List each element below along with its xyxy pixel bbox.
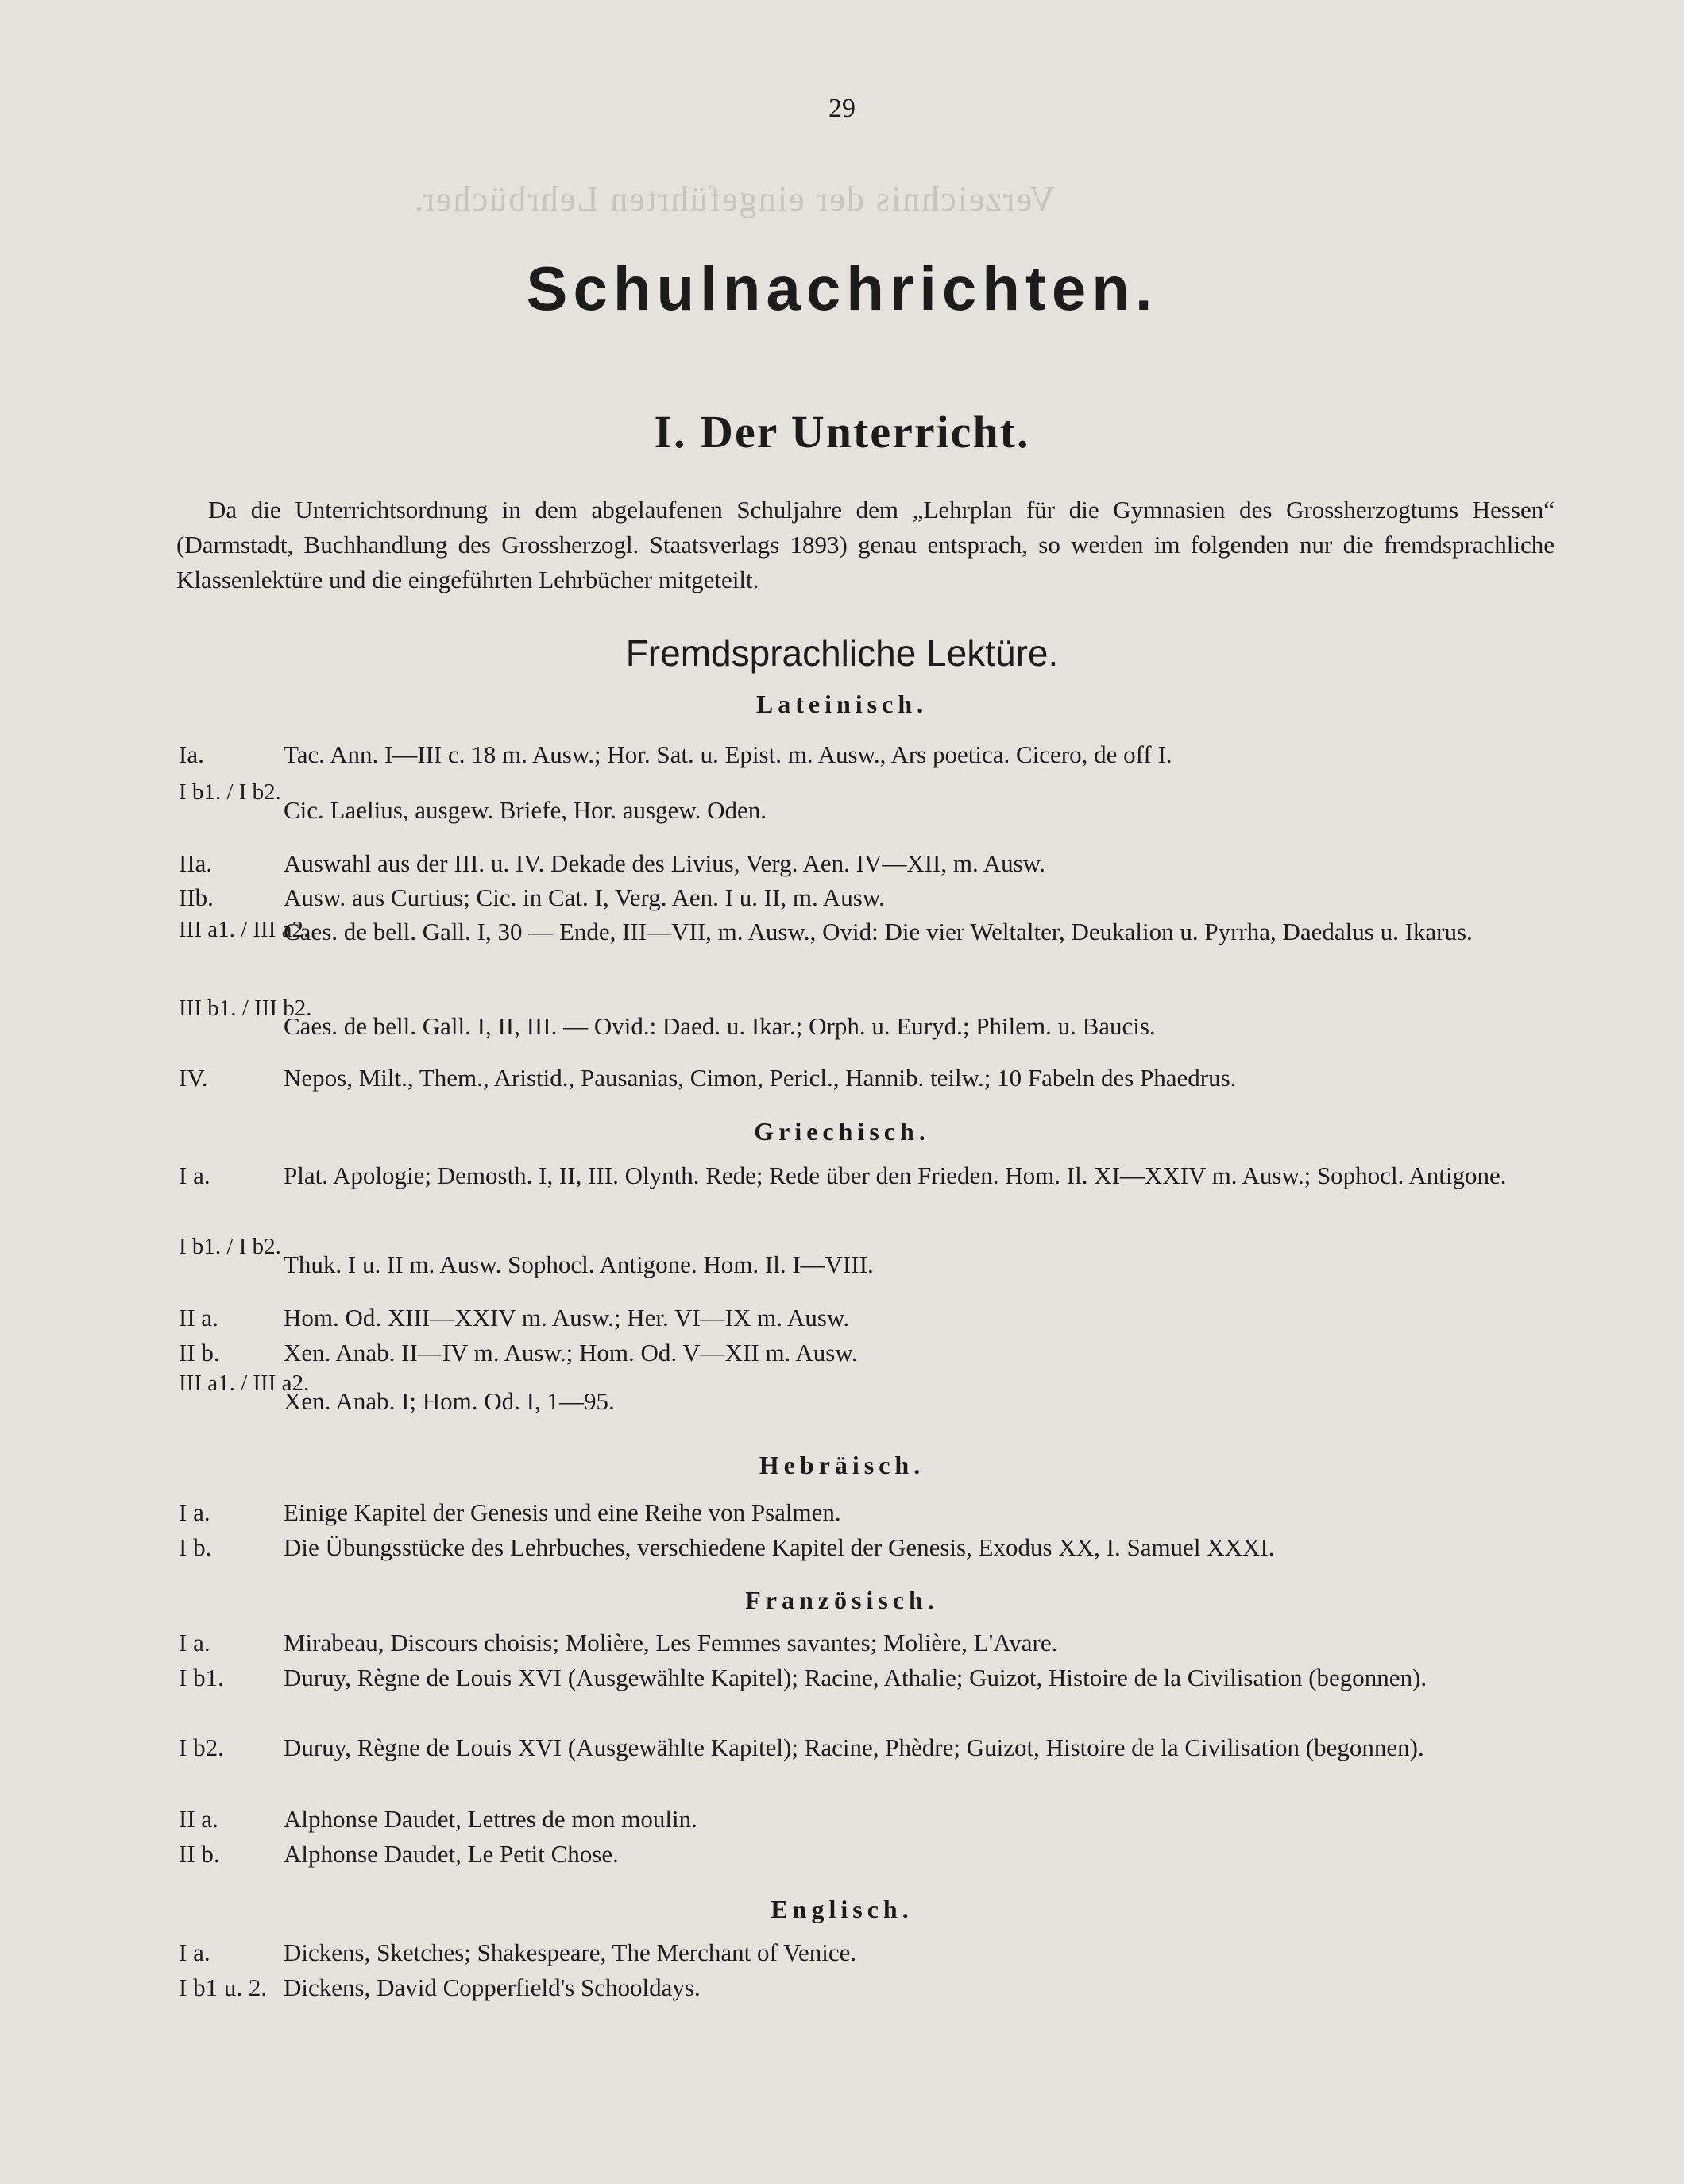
reading-text: Ausw. aus Curtius; Cic. in Cat. I, Verg. Aen. I u. II, m. Ausw. — [284, 883, 885, 911]
class-label: I b1. — [179, 1664, 224, 1691]
section-title-latin: Lateinisch. — [755, 690, 929, 718]
class-label: I b. — [179, 1533, 212, 1561]
class-label: I b1 u. 2. — [179, 1973, 268, 2001]
page-title: Schulnachrichten. — [526, 253, 1158, 323]
class-label: I b1. / I b2. — [179, 779, 281, 805]
bleed-through-text: Verzeichnis der eingeführten Lehrbücher. — [413, 180, 1056, 218]
reading-text: Alphonse Daudet, Lettres de mon moulin. — [284, 1805, 697, 1833]
reading-text: Caes. de bell. Gall. I, 30 — Ende, III—VII, m. Ausw., Ovid: Die vier Weltalter, Deukalion u. Pyrrha, Daedalus u. Ikarus. — [284, 918, 1473, 945]
reading-text: Die Übungsstücke des Lehrbuches, verschiedene Kapitel der Genesis, Exodus XX, I. Samuel XXXI. — [284, 1533, 1275, 1561]
class-label: IIa. — [179, 849, 213, 877]
class-label: III a1. / III a2. — [179, 917, 310, 942]
class-label: IIb. — [179, 883, 214, 911]
reading-text: Xen. Anab. I; Hom. Od. I, 1—95. — [284, 1387, 615, 1415]
class-label: I b2. — [179, 1734, 224, 1761]
reading-text: Duruy, Règne de Louis XVI (Ausgewählte Kapitel); Racine, Phèdre; Guizot, Histoire de la Civilisation (begonnen). — [284, 1734, 1424, 1761]
reading-text: Dickens, David Copperfield's Schooldays. — [284, 1973, 701, 2001]
intro-text: Da die Unterrichtsordnung in dem abgelaufenen Schuljahre dem „Lehrplan für die Gymnasien des Grossherzogtums Hessen“ (Darmstadt, Buchhandlung des Grossherzogl. Staatsverlags 1893) genau entsprach, so werden im folgenden nur die fremdsprachliche Klassenlektüre und die eingeführten Lehrbücher mitgeteilt. — [176, 496, 1555, 593]
class-label: I a. — [179, 1939, 210, 1966]
reading-text: Xen. Anab. II—IV m. Ausw.; Hom. Od. V—XII m. Ausw. — [284, 1339, 858, 1366]
section-title-greek: Griechisch. — [754, 1117, 930, 1146]
class-label: Ia. — [179, 740, 204, 768]
reading-text: Dickens, Sketches; Shakespeare, The Merchant of Venice. — [284, 1939, 857, 1966]
reading-text: Caes. de bell. Gall. I, II, III. — Ovid.: Daed. u. Ikar.; Orph. u. Euryd.; Philem. u. Baucis. — [284, 1012, 1156, 1040]
section-title-hebrew: Hebräisch. — [759, 1451, 925, 1479]
class-label: I a. — [179, 1498, 210, 1526]
reading-text: Plat. Apologie; Demosth. I, II, III. Olynth. Rede; Rede über den Frieden. Hom. Il. XI—XXIV m. Ausw.; Sophocl. Antigone. — [284, 1162, 1507, 1189]
section-title-french: Französisch. — [745, 1586, 939, 1614]
reading-text: Auswahl aus der III. u. IV. Dekade des Livius, Verg. Aen. IV—XII, m. Ausw. — [284, 849, 1045, 877]
class-label: I a. — [179, 1629, 210, 1656]
reading-text: Hom. Od. XIII—XXIV m. Ausw.; Her. VI—IX m. Ausw. — [284, 1304, 850, 1332]
reading-text: Duruy, Règne de Louis XVI (Ausgewählte Kapitel); Racine, Athalie; Guizot, Histoire de la Civilisation (begonnen). — [284, 1664, 1427, 1691]
chapter-title: I. Der Unterricht. — [654, 406, 1030, 458]
class-label: IV. — [179, 1064, 208, 1092]
class-label: III b1. / III b2. — [179, 995, 312, 1021]
class-label: II a. — [179, 1805, 218, 1833]
class-label: II b. — [179, 1339, 220, 1366]
reading-text: Tac. Ann. I—III c. 18 m. Ausw.; Hor. Sat. u. Epist. m. Ausw., Ars poetica. Cicero, de off I. — [284, 740, 1172, 768]
reading-text: Alphonse Daudet, Le Petit Chose. — [284, 1840, 619, 1868]
class-label: I b1. / I b2. — [179, 1234, 281, 1259]
page-number: 29 — [828, 94, 856, 123]
intro-paragraph — [176, 493, 1555, 597]
section-title-english: Englisch. — [771, 1895, 913, 1923]
reading-text: Einige Kapitel der Genesis und eine Reihe von Psalmen. — [284, 1498, 841, 1526]
reading-text: Nepos, Milt., Them., Aristid., Pausanias, Cimon, Pericl., Hannib. teilw.; 10 Fabeln des Phaedrus. — [284, 1064, 1237, 1092]
reading-text: Thuk. I u. II m. Ausw. Sophocl. Antigone. Hom. Il. I—VIII. — [284, 1250, 874, 1278]
class-label: III a1. / III a2. — [179, 1370, 310, 1396]
reading-text: Mirabeau, Discours choisis; Molière, Les Femmes savantes; Molière, L'Avare. — [284, 1629, 1058, 1656]
reading-text: Cic. Laelius, ausgew. Briefe, Hor. ausgew. Oden. — [284, 796, 767, 824]
class-label: I a. — [179, 1162, 210, 1189]
lecture-heading: Fremdsprachliche Lektüre. — [625, 632, 1059, 674]
class-label: II b. — [179, 1840, 220, 1868]
class-label: II a. — [179, 1304, 218, 1332]
